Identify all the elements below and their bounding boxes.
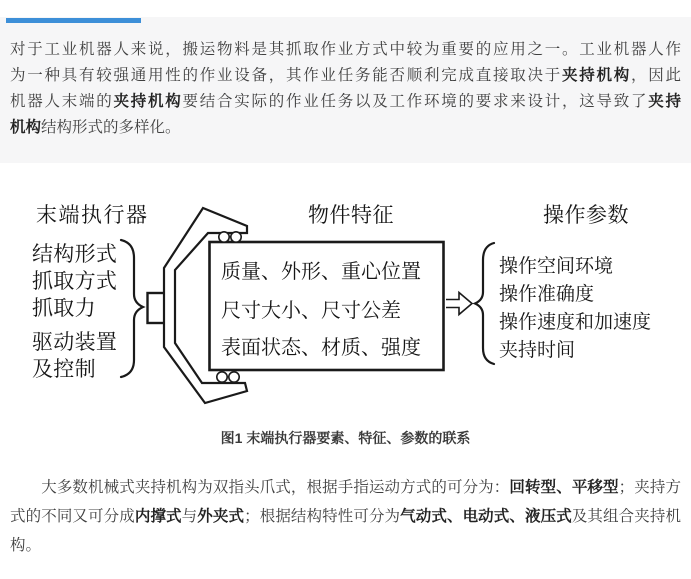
left-brace bbox=[121, 240, 143, 377]
box-line: 尺寸大小、尺寸公差 bbox=[221, 298, 401, 322]
right-item: 夹持时间 bbox=[499, 339, 576, 361]
diagram-header-left: 末端执行器 bbox=[36, 203, 149, 227]
intro-paragraph bbox=[0, 17, 691, 163]
left-item: 及控制 bbox=[32, 357, 96, 381]
figure-caption: 图1 末端执行器要素、特征、参数的联系 bbox=[220, 430, 471, 446]
right-brace bbox=[475, 243, 494, 364]
roller-icon bbox=[229, 372, 239, 382]
gripper-wrist bbox=[148, 293, 165, 323]
right-item: 操作速度和加速度 bbox=[499, 311, 652, 333]
box-line: 质量、外形、重心位置 bbox=[221, 259, 421, 283]
text-line: 对于工业机器人来说，搬运物料是其抓取作业方式中较为重要的应用之一。工业机器人作 bbox=[10, 41, 681, 58]
text-line: 构。 bbox=[10, 537, 42, 554]
figure-diagram bbox=[0, 188, 691, 423]
left-item: 驱动装置 bbox=[32, 330, 118, 354]
right-arrow-icon bbox=[446, 293, 472, 315]
left-item: 抓取力 bbox=[32, 296, 96, 320]
diagram-header-right: 操作参数 bbox=[543, 203, 629, 227]
roller-icon bbox=[217, 372, 227, 382]
right-item: 操作准确度 bbox=[499, 283, 595, 305]
body-paragraph bbox=[10, 473, 681, 560]
accent-bar bbox=[6, 18, 141, 23]
left-item: 抓取方式 bbox=[32, 269, 118, 293]
text-line: 机器人末端的夹持机构要结合实际的作业任务以及工作环境的要求来设计，这导致了夹持 bbox=[10, 93, 681, 110]
right-item: 操作空间环境 bbox=[499, 255, 614, 277]
text-line: 大多数机械式夹持机构为双指头爪式，根据手指运动方式的可分为：回转型、平移型；夹持方 bbox=[10, 479, 681, 496]
diagram-header-middle: 物件特征 bbox=[308, 203, 394, 227]
left-item: 结构形式 bbox=[32, 242, 118, 266]
end-effector-diagram bbox=[0, 188, 691, 423]
roller-icon bbox=[231, 232, 241, 242]
text-line: 式的不同又可分成内撑式与外夹式；根据结构特性可分为气动式、电动式、液压式及其组合夹持机 bbox=[10, 508, 681, 525]
box-line: 表面状态、材质、强度 bbox=[221, 335, 421, 359]
roller-icon bbox=[219, 232, 229, 242]
text-line: 机构结构形式的多样化。 bbox=[10, 119, 181, 136]
text-line: 为一种具有较强通用性的作业设备，其作业任务能否顺利完成直接取决于夹持机构，因此 bbox=[10, 67, 681, 84]
